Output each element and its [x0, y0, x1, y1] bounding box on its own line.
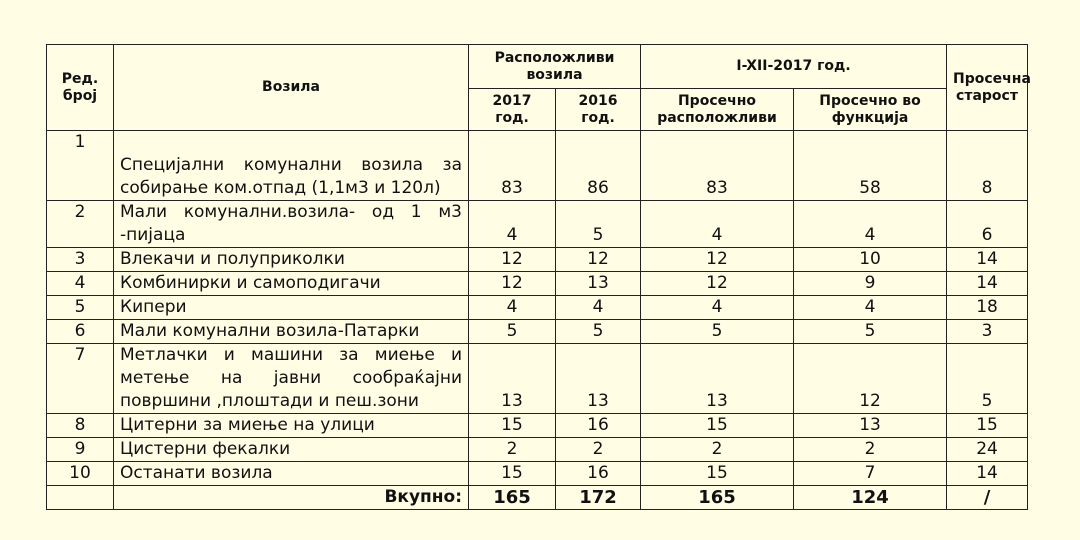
- vehicle-name: Кипери: [114, 296, 469, 320]
- available-2017: 12: [469, 272, 556, 296]
- available-2016: 4: [556, 296, 641, 320]
- row-number: 1: [47, 131, 114, 201]
- available-2016: 12: [556, 248, 641, 272]
- vehicle-name: Влекачи и полуприколки: [114, 248, 469, 272]
- available-2017: 5: [469, 320, 556, 344]
- avg-functional: 13: [794, 414, 947, 438]
- available-2017: 15: [469, 462, 556, 486]
- vehicle-name: Комбинирки и самоподигачи: [114, 272, 469, 296]
- available-2017: 4: [469, 201, 556, 248]
- header-avg-functional: Просечно во функција: [794, 89, 947, 131]
- row-number: 7: [47, 344, 114, 414]
- header-available: Расположливи возила: [469, 45, 641, 89]
- available-2016: 13: [556, 344, 641, 414]
- avg-age: 5: [947, 344, 1028, 414]
- avg-available: 15: [641, 414, 794, 438]
- table-row: [47, 414, 1028, 438]
- avg-available: 15: [641, 462, 794, 486]
- avg-age: 15: [947, 414, 1028, 438]
- available-2016: 86: [556, 131, 641, 201]
- total-2016: 172: [556, 486, 641, 510]
- row-number: 2: [47, 201, 114, 248]
- available-2017: 2: [469, 438, 556, 462]
- table-row: [47, 320, 1028, 344]
- row-number: 9: [47, 438, 114, 462]
- table-row: [47, 438, 1028, 462]
- total-2017: 165: [469, 486, 556, 510]
- header-avg-available: Просечно расположливи: [641, 89, 794, 131]
- total-row: [47, 486, 1028, 510]
- avg-available: 5: [641, 320, 794, 344]
- avg-age: 14: [947, 272, 1028, 296]
- avg-functional: 5: [794, 320, 947, 344]
- avg-age: 8: [947, 131, 1028, 201]
- available-2016: 2: [556, 438, 641, 462]
- avg-available: 2: [641, 438, 794, 462]
- table-row: [47, 344, 1028, 414]
- avg-functional: 2: [794, 438, 947, 462]
- table-body: [47, 131, 1028, 486]
- total-avg-available: 165: [641, 486, 794, 510]
- avg-functional: 4: [794, 296, 947, 320]
- avg-age: 3: [947, 320, 1028, 344]
- header-rb: Ред. број: [47, 45, 114, 131]
- avg-age: 18: [947, 296, 1028, 320]
- avg-available: 13: [641, 344, 794, 414]
- avg-functional: 7: [794, 462, 947, 486]
- header-avg-age: Просечна старост: [947, 45, 1028, 131]
- available-2017: 15: [469, 414, 556, 438]
- avg-available: 4: [641, 296, 794, 320]
- total-empty-cell: [47, 486, 114, 510]
- vehicles-table: [46, 44, 1031, 510]
- avg-functional: 10: [794, 248, 947, 272]
- table-row: [47, 131, 1028, 201]
- avg-functional: 9: [794, 272, 947, 296]
- total-avg-age: /: [947, 486, 1028, 510]
- avg-available: 12: [641, 248, 794, 272]
- table-row: [47, 248, 1028, 272]
- available-2017: 13: [469, 344, 556, 414]
- available-2017: 12: [469, 248, 556, 272]
- vehicle-name: Специјални комунални возила за собирање ком.отпад (1,1м3 и 120л): [114, 131, 469, 201]
- available-2016: 13: [556, 272, 641, 296]
- header-2017: 2017 год.: [469, 89, 556, 131]
- vehicle-name: Цистерни фекалки: [114, 438, 469, 462]
- total-avg-functional: 124: [794, 486, 947, 510]
- vehicle-name: Мали комунални.возила- од 1 м3 -пијаца: [114, 201, 469, 248]
- vehicle-name: Останати возила: [114, 462, 469, 486]
- row-number: 8: [47, 414, 114, 438]
- total-label: Вкупно:: [114, 486, 469, 510]
- avg-functional: 4: [794, 201, 947, 248]
- vehicle-name: Метлачки и машини за миење и метење на јавни сообраќајни површини ,плоштади и пеш.зони: [114, 344, 469, 414]
- avg-available: 4: [641, 201, 794, 248]
- table-row: [47, 296, 1028, 320]
- avg-age: 14: [947, 462, 1028, 486]
- avg-age: 14: [947, 248, 1028, 272]
- header-vehicles: Возила: [114, 45, 469, 131]
- row-number: 5: [47, 296, 114, 320]
- table-row: [47, 272, 1028, 296]
- available-2016: 16: [556, 414, 641, 438]
- vehicle-name: Цитерни за миење на улици: [114, 414, 469, 438]
- avg-functional: 12: [794, 344, 947, 414]
- row-number: 3: [47, 248, 114, 272]
- row-number: 10: [47, 462, 114, 486]
- row-number: 4: [47, 272, 114, 296]
- table-row: [47, 201, 1028, 248]
- available-2017: 83: [469, 131, 556, 201]
- avg-available: 83: [641, 131, 794, 201]
- row-number: 6: [47, 320, 114, 344]
- avg-age: 24: [947, 438, 1028, 462]
- avg-age: 6: [947, 201, 1028, 248]
- available-2016: 16: [556, 462, 641, 486]
- available-2017: 4: [469, 296, 556, 320]
- avg-available: 12: [641, 272, 794, 296]
- table-row: [47, 462, 1028, 486]
- avg-functional: 58: [794, 131, 947, 201]
- header-period: I-XII-2017 год.: [641, 45, 947, 89]
- header-2016: 2016 год.: [556, 89, 641, 131]
- vehicle-name: Мали комунални возила-Патарки: [114, 320, 469, 344]
- available-2016: 5: [556, 201, 641, 248]
- available-2016: 5: [556, 320, 641, 344]
